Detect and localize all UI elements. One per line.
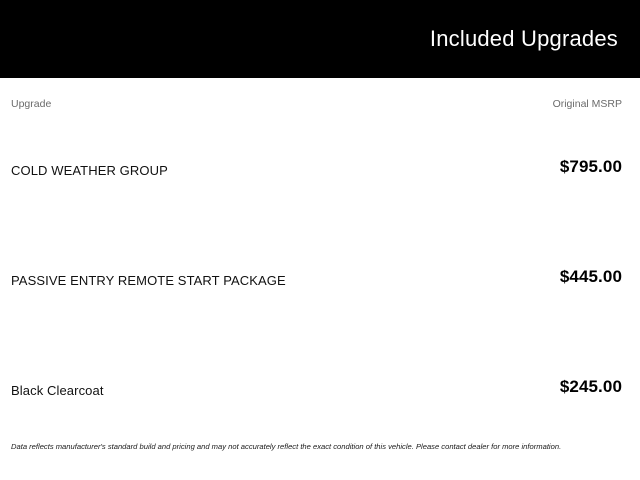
table-row	[0, 136, 640, 246]
upgrades-list	[0, 136, 640, 466]
table-row	[0, 246, 640, 356]
page-title: Included Upgrades	[429, 26, 618, 51]
upgrades-sheet	[0, 78, 640, 480]
page-header	[0, 0, 640, 78]
upgrade-name: COLD WEATHER GROUP	[11, 163, 168, 178]
disclaimer-text: Data reflects manufacturer's standard build and pricing and may not accurately reflect the exact condition of this vehicle. Please contact dealer for more information.	[11, 442, 562, 451]
upgrade-price: $245.00	[559, 377, 622, 396]
upgrade-price: $795.00	[559, 157, 622, 176]
upgrade-name: Black Clearcoat	[11, 383, 104, 398]
upgrade-price: $445.00	[559, 267, 622, 286]
column-header-original-msrp: Original MSRP	[552, 98, 622, 110]
upgrade-name: PASSIVE ENTRY REMOTE START PACKAGE	[11, 273, 286, 288]
column-header-upgrade: Upgrade	[11, 98, 52, 110]
